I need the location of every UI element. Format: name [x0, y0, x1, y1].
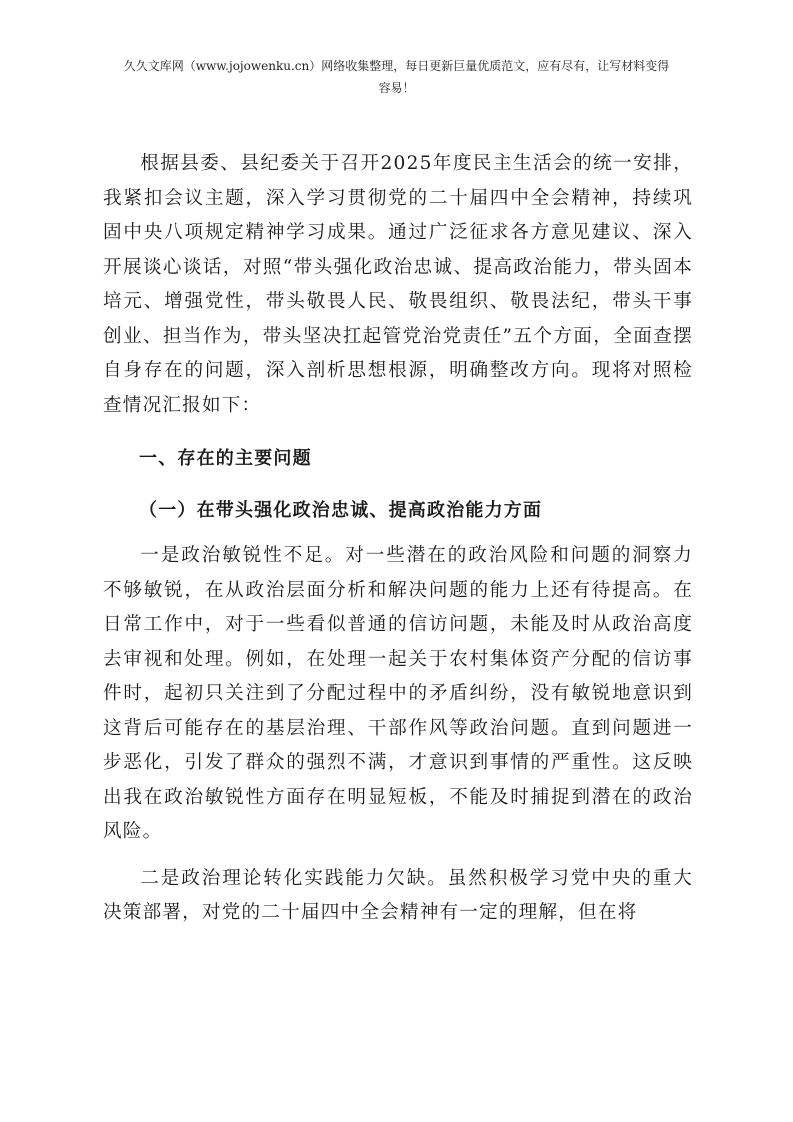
document-body: [103, 147, 693, 931]
header-line-1: 久久文库网（www.jojowenku.cn）网络收集整理，每日更新巨量优质范文，应有尽有，让写材料变得: [123, 59, 670, 73]
subsection-heading-1: （一）在带头强化政治忠诚、提高政治能力方面: [139, 500, 543, 521]
point-2-paragraph: 二是政治理论转化实践能力欠缺。虽然积极学习党中央的重大决策部署，对党的二十届四中全会精神有一定的理解，但在将: [103, 867, 693, 923]
point-1-paragraph: 一是政治敏锐性不足。对一些潜在的政治风险和问题的洞察力不够敏锐，在从政治层面分析和解决问题的能力上还有待提高。在日常工作中，对于一些看似普通的信访问题，未能及时从政治高度去审视和处理。例如，在处理一起关于农村集体资产分配的信访事件时，起初只关注到了分配过程中的矛盾纠纷，没有敏锐地意识到这背后可能存在的基层治理、干部作风等政治问题。直到问题进一步恶化，引发了群众的强烈不满，才意识到事情的严重性。这反映出我在政治敏锐性方面存在明显短板，不能及时捕捉到潜在的政治风险。: [103, 545, 693, 842]
header-line-2: 容易！: [378, 81, 415, 95]
section-heading-1: 一、存在的主要问题: [139, 448, 312, 469]
page-header: [60, 55, 733, 99]
intro-paragraph: 根据县委、县纪委关于召开2025年度民主生活会的统一安排，我紧扣会议主题，深入学习贯彻党的二十届四中全会精神，持续巩固中央八项规定精神学习成果。通过广泛征求各方意见建议、深入开展谈心谈话，对照“带头强化政治忠诚、提高政治能力，带头固本培元、增强党性，带头敬畏人民、敬畏组织、敬畏法纪，带头干事创业、担当作为，带头坚决扛起管党治党责任”五个方面，全面查摆自身存在的问题，深入剖析思想根源，明确整改方向。现将对照检查情况汇报如下：: [103, 153, 693, 416]
